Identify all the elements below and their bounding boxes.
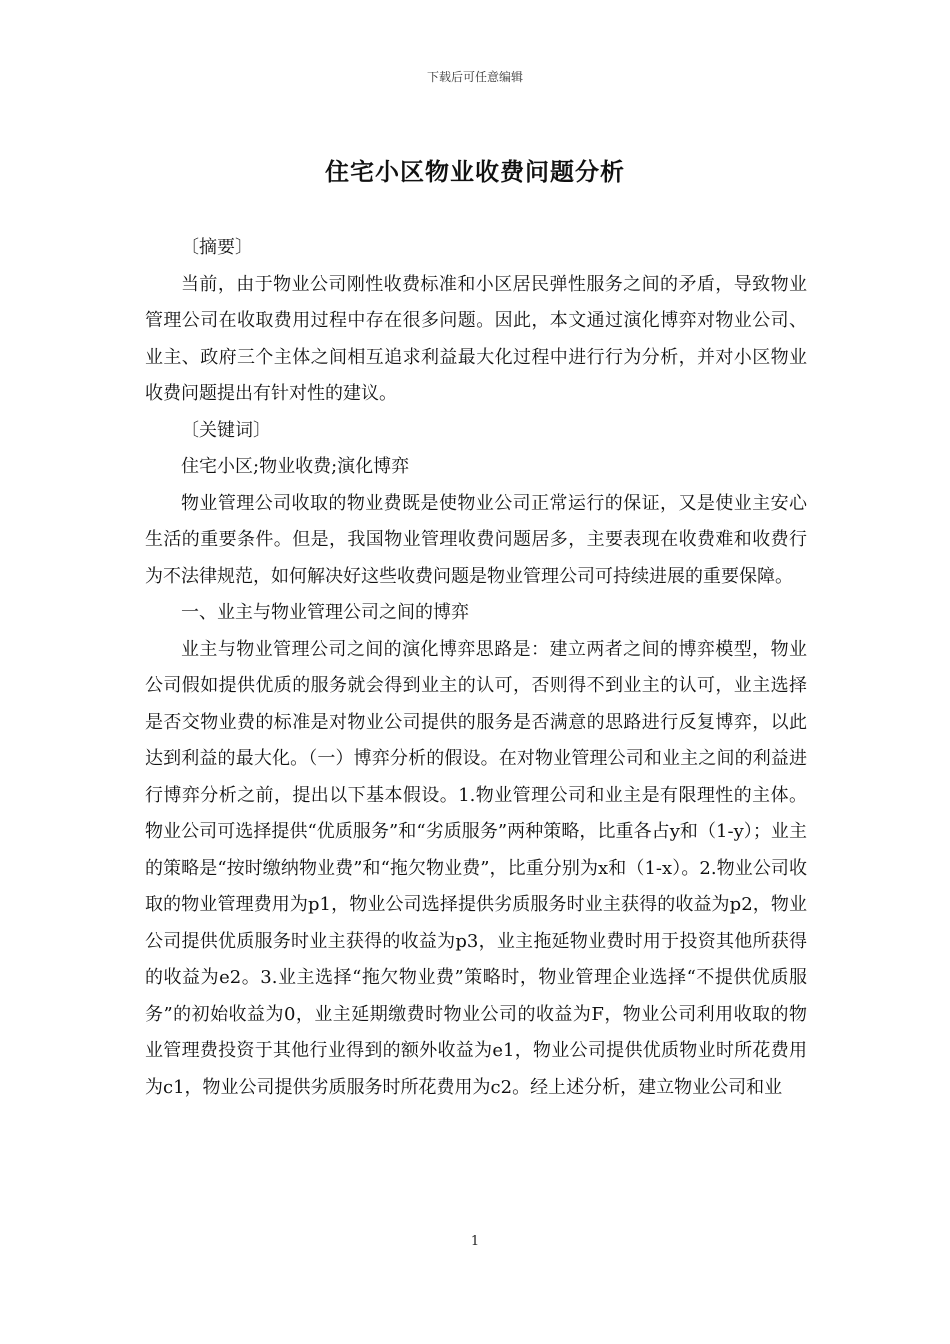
keywords-paragraph: 住宅小区;物业收费;演化博弈	[181, 456, 410, 477]
abstract-paragraph: 当前，由于物业公司刚性收费标准和小区居民弹性服务之间的矛盾，导致物业管理公司在收取费用过程中存在很多问题。因此，本文通过演化博弈对物业公司、业主、政府三个主体之间相互追求利益最大化过程中进行行为分析，并对小区物业收费问题提出有针对性的建议。	[145, 273, 807, 404]
section-paragraph: 业主与物业管理公司之间的演化博弈思路是：建立两者之间的博弈模型，物业公司假如提供优质的服务就会得到业主的认可，否则得不到业主的认可，业主选择是否交物业费的标准是对物业公司提供的服务是否满意的思路进行反复博弈，以此达到利益的最大化。（一）博弈分析的假设。在对物业管理公司和业主之间的利益进行博弈分析之前，提出以下基本假设。1.物业管理公司和业主是有限理性的主体。物业公司可选择提供“优质服务”和“劣质服务”两种策略，比重各占y和（1-y）；业主的策略是“按时缴纳物业费”和“拖欠物业费”，比重分别为x和（1-x）。2.物业公司收取的物业管理费用为p1，物业公司选择提供劣质服务时业主获得的收益为p2，物业公司提供优质服务时业主获得的收益为p3，业主拖延物业费时用于投资其他所获得的收益为e2。3.业主选择“拖欠物业费”策略时，物业管理企业选择“不提供优质服务”的初始收益为0，业主延期缴费时物业公司的收益为F，物业公司利用收取的物业管理费投资于其他行业得到的额外收益为e1，物业公司提供优质物业时所花费用为c1，物业公司提供劣质服务时所花费用为c2。经上述分析，建立物业公司和业	[145, 638, 807, 1098]
page-number: 1	[470, 1234, 480, 1249]
page-header-note: 下载后可任意编辑	[426, 70, 523, 84]
document-body	[145, 230, 807, 1106]
abstract-label: 〔摘要〕	[181, 237, 253, 258]
document-title: 住宅小区物业收费问题分析	[325, 158, 625, 186]
keywords-label: 〔关键词〕	[181, 419, 271, 441]
intro-paragraph: 物业管理公司收取的物业费既是使物业公司正常运行的保证，又是使业主安心生活的重要条件。但是，我国物业管理收费问题居多，主要表现在收费难和收费行为不法律规范，如何解决好这些收费问题是物业管理公司可持续进展的重要保障。	[145, 492, 807, 587]
section-heading: 一、业主与物业管理公司之间的博弈	[181, 602, 469, 623]
